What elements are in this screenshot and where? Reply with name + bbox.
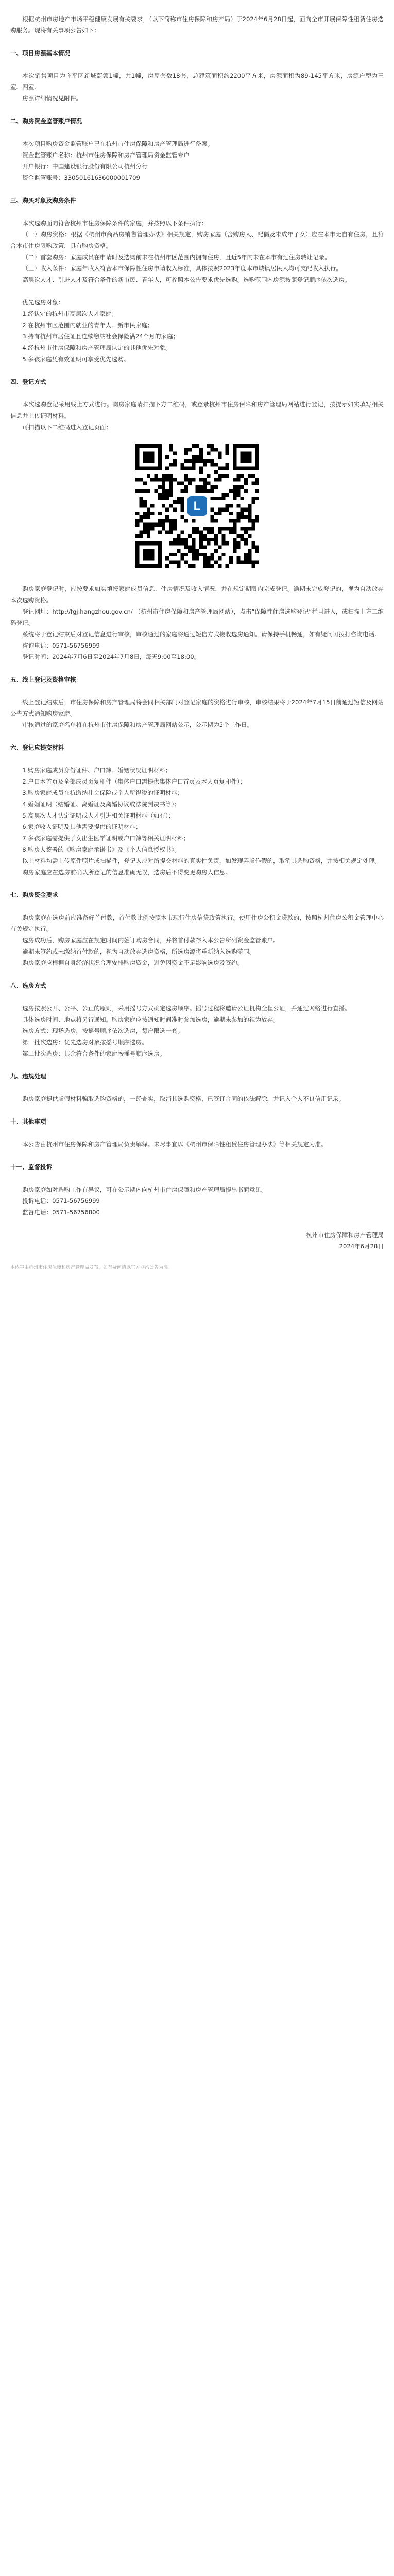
section-paragraph: 具体选房时间、地点将另行通知。购房家庭应按通知时间准时参加选房，逾期未参加的视为放弃。: [22, 1016, 279, 1023]
section-paragraph: 房源详细情况见附件。: [22, 95, 82, 102]
section-paragraph: 6.家庭收入证明及其他需要提供的证明材料；: [22, 823, 142, 831]
section-paragraph: （三）收入条件：家庭年收入符合本市保障性住房申请收入标准，具体按照2023年度本市城镇居民人均可支配收入执行。: [22, 265, 342, 272]
section-paragraph: 监督电话：0571-56756800: [22, 1209, 100, 1216]
signature-date: 2024年6月28日: [339, 1243, 384, 1250]
qr-logo: [186, 495, 209, 517]
section-body: [10, 297, 384, 365]
section-paragraph: 3.购房家庭成员在杭缴纳社会保险或个人所得税的证明材料；: [22, 789, 183, 796]
section-paragraph: 投诉电话：0571-56756999: [22, 1197, 100, 1205]
section-paragraph: 以上材料均需上传原件照片或扫描件，登记人应对所提交材料的真实性负责，如发现弄虚作假的，取消其选购资格，并按相关规定处理。: [22, 857, 381, 865]
section-paragraph: 8.购房人签署的《购房家庭承诺书》及《个人信息授权书》。: [22, 846, 180, 853]
section-paragraph: 开户银行：中国建设银行股份有限公司杭州分行: [22, 163, 148, 170]
section-paragraph: 登记网址：http://fgj.hangzhou.gov.cn/ （杭州市住房保障和房产管理局网站），点击“保障性住房选购登记”栏目进入，或扫描上方二维码登记。: [10, 608, 384, 626]
section-title: 十、其他事项: [10, 1118, 46, 1125]
qr-code-block: [10, 444, 384, 568]
section-paragraph: 可扫描以下二维码进入登记页面：: [22, 423, 112, 431]
section-title: 九、违规处理: [10, 1073, 46, 1080]
section-title: 三、购买对象及购房条件: [10, 197, 76, 204]
section-paragraph: 高层次人才、引进人才及符合条件的新市民、青年人，可参照本公告要求优先选购。选购范围内房源按照登记顺序依次选房。: [22, 276, 351, 283]
section-paragraph: （一）购房资格：根据《杭州市商品房销售管理办法》相关规定，购房家庭（含购房人、配偶及未成年子女）应在本市无自有住房，且符合本市住房限购政策，具有购房资格。: [10, 231, 384, 249]
section-paragraph: 审核通过的家庭名单将在杭州市住房保障和房产管理局网站公示，公示期为5个工作日。: [22, 721, 253, 728]
section-title: 四、登记方式: [10, 378, 46, 385]
section-paragraph: （二）首套购房：家庭成员在申请时及选购前未在杭州市区范围内拥有住房，且近5年内未在本市有过住房转让记录。: [22, 253, 331, 261]
sections-part-two: [10, 583, 384, 1218]
section-paragraph: 选房按照公开、公平、公正的原则，采用摇号方式确定选房顺序。摇号过程将邀请公证机构全程公证，并通过网络进行直播。: [22, 1005, 351, 1012]
section-paragraph: 第一批次选房：优先选房对象按摇号顺序选房。: [22, 1039, 148, 1046]
section-paragraph: 本次选购登记采用线上方式进行。购房家庭请扫描下方二维码，或登录杭州市住房保障和房产管理局网站进行登记，按提示如实填写相关信息并上传证明材料。: [10, 401, 384, 419]
section-paragraph: 资金监管账户名称：杭州市住房保障和房产管理局资金监管专户: [22, 151, 190, 159]
section-title: 二、购房资金监管账户情况: [10, 117, 82, 125]
section-title: 十一、监督投诉: [10, 1163, 53, 1171]
section-paragraph: 优先选房对象：: [22, 299, 64, 306]
section-paragraph: 购房家庭应根据自身经济状况合理安排购房资金，避免因资金不足影响选房及签约。: [22, 959, 244, 967]
section-body: [10, 138, 384, 183]
section-paragraph: 本次选购面向符合杭州市住房保障条件的家庭，并按照以下条件执行：: [22, 219, 208, 227]
signature-org: 杭州市住房保障和房产管理局: [306, 1231, 384, 1239]
section-title: 五、线上登记及资格审核: [10, 676, 76, 683]
section-paragraph: 购房家庭应在选房前确认所登记的信息准确无误，选房后不得变更购房人信息。: [22, 869, 231, 876]
section-paragraph: 系统将于登记结束后对登记信息进行审核，审核通过的家庭将通过短信方式接收选房通知。请保持手机畅通，如有疑问可拨打咨询电话。: [22, 631, 381, 638]
section-title: 六、登记应提交材料: [10, 744, 64, 751]
section-title: 七、购房资金要求: [10, 891, 58, 899]
section-body: [10, 399, 384, 433]
section-paragraph: 本公告由杭州市住房保障和房产管理局负责解释。未尽事宜以《杭州市保障性租赁住房管理办法》等相关规定为准。: [22, 1141, 327, 1148]
section-title: 一、项目房源基本情况: [10, 49, 70, 57]
section-paragraph: 选房方式：现场选房，按摇号顺序依次选房，每户限选一套。: [22, 1027, 184, 1035]
section-body: [10, 912, 384, 969]
announcement-page: [0, 0, 394, 1281]
section-body: [10, 1093, 384, 1105]
section-body: [10, 217, 384, 285]
section-paragraph: 2.在杭州市区范围内就业的青年人、新市民家庭；: [22, 321, 153, 329]
section-paragraph: 5.高层次人才认定证明或人才引进相关证明材料（如有）；: [22, 812, 175, 819]
section-paragraph: 购房家庭在选房前应准备好首付款，首付款比例按照本市现行住房信贷政策执行。使用住房公积金贷款的，按照杭州住房公积金管理中心有关规定执行。: [10, 914, 384, 933]
section-paragraph: 1.购房家庭成员身份证件、户口簿、婚姻状况证明材料；: [22, 767, 172, 774]
section-paragraph: 7.多孩家庭需提供子女出生医学证明或户口簿等相关证明材料；: [22, 835, 190, 842]
section-paragraph: 购房家庭提供虚假材料骗取选购资格的，一经查实，取消其选购资格，已签订合同的依法解除，并记入个人不良信用记录。: [22, 1095, 345, 1103]
section-body: [10, 697, 384, 731]
section-paragraph: 逾期未签约或未缴纳首付款的，视为自动放弃选房资格，所选房源将重新纳入选购范围。: [22, 948, 255, 955]
section-paragraph: 咨询电话：0571-56756999: [22, 642, 100, 649]
qr-code-icon[interactable]: [135, 444, 259, 568]
section-paragraph: 2.户口本首页及全部成员页复印件（集体户口需提供集体户口首页及本人页复印件）；: [22, 778, 246, 785]
signature-block: [10, 1229, 384, 1252]
section-paragraph: 购房家庭登记时，应按要求如实填报家庭成员信息、住房情况及收入情况，并在规定期限内完成登记。逾期未完成登记的，视为自动放弃本次选购资格。: [10, 585, 384, 604]
section-paragraph: 3.持有杭州市居住证且连续缴纳社会保险满24个月的家庭；: [22, 333, 179, 340]
sections-part-one: [10, 47, 384, 433]
section-title: 八、选房方式: [10, 982, 46, 989]
section-paragraph: 本次项目购房资金监管账户已在杭州市住房保障和房产管理局进行备案。: [22, 140, 214, 147]
section-paragraph: 线上登记结束后，市住房保障和房产管理局将会同相关部门对登记家庭的资格进行审核，审核结果将于2024年7月15日前通过短信及网站公告方式通知购房家庭。: [10, 699, 384, 717]
section-body: [10, 1139, 384, 1150]
section-paragraph: 资金监管账号：33050161636000001709: [22, 174, 140, 181]
section-body: [10, 1184, 384, 1218]
section-paragraph: 购房家庭如对选购工作有异议，可在公示期内向杭州市住房保障和房产管理局提出书面意见。: [22, 1186, 267, 1193]
section-paragraph: 5.多孩家庭凭有效证明可享受优先选购。: [22, 355, 130, 363]
qr-logo-letter: L: [187, 496, 207, 516]
section-body: [10, 1003, 384, 1059]
footer-note: 本内容由杭州市住房保障和房产管理局发布，如有疑问请以官方网站公告为准。: [10, 1265, 173, 1270]
section-paragraph: 4.婚姻证明（结婚证、离婚证及离婚协议或法院判决书等）；: [22, 801, 180, 808]
section-body: [10, 70, 384, 104]
section-paragraph: 1.经认定的杭州市高层次人才家庭；: [22, 310, 118, 317]
section-paragraph: 第二批次选房：其余符合条件的家庭按摇号顺序选房。: [22, 1050, 166, 1057]
section-paragraph: 本次销售项目为临平区新城蔚领1幢，共1幢，房屋套数18套，总建筑面积约2200平方米，房源面积为89-145平方米，房源户型为三室、四室。: [10, 72, 384, 91]
section-paragraph: 4.经杭州市住房保障和房产管理局认定的其他优先对象。: [22, 344, 172, 351]
section-body: [10, 583, 384, 663]
section-body: [10, 765, 384, 878]
section-paragraph: 登记时间：2024年7月6日至2024年7月8日，每天9:00至18:00。: [22, 653, 200, 660]
section-paragraph: 选房成功后，购房家庭应在规定时间内签订购房合同，并将首付款存入本公告所列资金监管账户。: [22, 937, 279, 944]
intro-paragraph: 根据杭州市房地产市场平稳健康发展有关要求，（以下简称市住房保障和房产局）于2024年6月28日起，面向全市开展保障性租赁住房选购服务。现将有关事项公告如下：: [10, 15, 384, 34]
